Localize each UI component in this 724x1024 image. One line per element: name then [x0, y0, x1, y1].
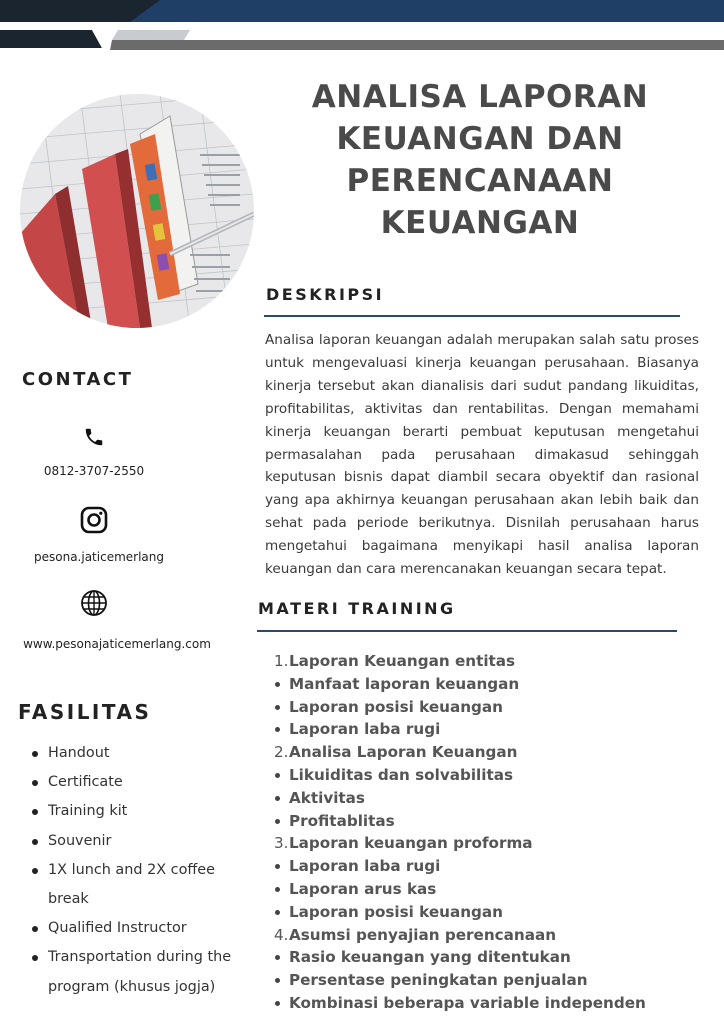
- materi-number: 4.: [274, 925, 289, 944]
- materi-item: [272, 764, 712, 787]
- materi-heading: MATERI TRAINING: [258, 599, 456, 618]
- materi-item: [272, 878, 712, 901]
- fasilitas-list: [30, 739, 240, 1002]
- materi-item-text: Laporan posisi keuangan: [289, 902, 503, 921]
- materi-number: 2.: [274, 743, 289, 762]
- title-line-1: ANALISA LAPORAN: [311, 79, 649, 115]
- fasilitas-item: Certificate: [30, 768, 240, 797]
- contact-website[interactable]: www.pesonajaticemerlang.com: [23, 637, 211, 651]
- fasilitas-item: Souvenir: [30, 827, 240, 856]
- materi-item-text: Laporan keuangan proforma: [289, 834, 533, 853]
- materi-item: [272, 810, 712, 833]
- materi-item-text: Rasio keuangan yang ditentukan: [289, 948, 571, 967]
- materi-rule: [257, 630, 677, 632]
- page-title: [300, 76, 660, 244]
- globe-icon: [0, 589, 188, 617]
- deskripsi-rule: [264, 315, 680, 317]
- materi-item-text: Analisa Laporan Keuangan: [289, 743, 518, 762]
- materi-item: [272, 718, 712, 741]
- materi-item-text: Aktivitas: [289, 788, 365, 807]
- materi-item-text: Laporan laba rugi: [289, 720, 441, 739]
- materi-item: [272, 992, 712, 1015]
- materi-item: [272, 696, 712, 719]
- header-banner: [0, 0, 724, 56]
- materi-item-text: Laporan laba rugi: [289, 857, 441, 876]
- finance-photo: [20, 94, 254, 328]
- materi-item-numbered: [272, 924, 712, 947]
- materi-item-numbered: [272, 832, 712, 855]
- title-line-2: KEUANGAN DAN: [336, 121, 624, 157]
- materi-number: 1.: [274, 652, 289, 670]
- materi-item-text: Persentase peningkatan penjualan: [289, 971, 588, 990]
- fasilitas-item: Handout: [30, 739, 240, 768]
- title-line-3: PERENCANAAN: [346, 163, 614, 199]
- deskripsi-text: Analisa laporan keuangan adalah merupakan salah satu proses untuk mengevaluasi kinerja keuangan perusahaan. Biasanya kinerja tersebut akan dianalisis dari sudut pandang likuiditas, profitabilitas, aktivitas dan rentabilitas. Dengan memahami kinerja keuangan berarti pembuat keputusan mengetahui permasalahan pada perusahaan dimakasud sehinggah keputusan bisnis dapat diambil secara obyektif dan rasional yang apa akhirnya keuangan perusahaan akan lebih baik dan sehat pada periode berikutnya. Disnilah perusahaan harus mengetahui bagaimana menyikapi hasil analisa laporan keuangan dan cara merencanakan keuangan secara tepat.: [265, 332, 699, 578]
- materi-item-text: Kombinasi beberapa variable independen: [289, 993, 646, 1012]
- fasilitas-item: Qualified Instructor: [30, 914, 240, 943]
- fasilitas-item: Training kit: [30, 797, 240, 826]
- fasilitas-heading: FASILITAS: [18, 700, 152, 724]
- materi-item-numbered: [272, 650, 712, 673]
- contact-instagram[interactable]: pesona.jaticemerlang: [34, 550, 164, 564]
- materi-item-text: Laporan arus kas: [289, 879, 437, 898]
- contact-heading: CONTACT: [22, 369, 134, 390]
- fasilitas-item: Transportation during the program (khusus jogja): [30, 943, 240, 1001]
- materi-number: 3.: [274, 834, 289, 853]
- materi-item-text: Asumsi penyajian perencanaan: [289, 925, 557, 944]
- materi-item-text: Manfaat laporan keuangan: [289, 674, 520, 693]
- phone-icon: [0, 426, 188, 448]
- materi-item: [272, 855, 712, 878]
- materi-item: [272, 901, 712, 924]
- materi-item: [272, 946, 712, 969]
- materi-item: [272, 673, 712, 696]
- materi-item: [272, 969, 712, 992]
- fasilitas-item: 1X lunch and 2X coffee break: [30, 856, 240, 914]
- materi-list: [272, 650, 712, 1015]
- materi-item-text: Profitablitas: [289, 811, 395, 830]
- title-line-4: KEUANGAN: [380, 205, 580, 241]
- contact-phone[interactable]: 0812-3707-2550: [43, 464, 145, 478]
- instagram-icon: [0, 506, 188, 534]
- materi-item-text: Likuiditas dan solvabilitas: [289, 765, 514, 784]
- materi-item: [272, 787, 712, 810]
- materi-item-numbered: [272, 741, 712, 764]
- deskripsi-heading: DESKRIPSI: [266, 285, 385, 304]
- materi-item-text: Laporan Keuangan entitas: [289, 652, 516, 670]
- materi-item-text: Laporan posisi keuangan: [289, 697, 503, 716]
